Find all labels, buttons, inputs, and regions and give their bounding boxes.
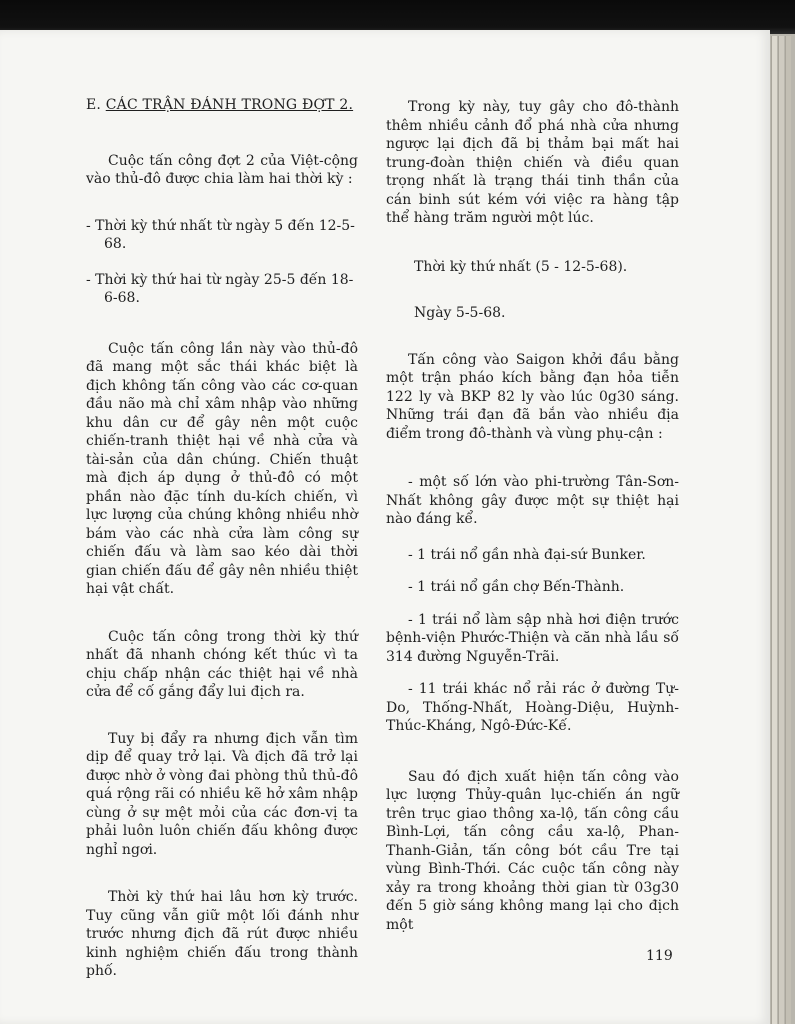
subheading: Thời kỳ thứ nhất (5 - 12-5-68). [414,258,628,275]
page-edge [785,36,791,1024]
period-item: - Thời kỳ thứ nhất từ ngày 5 đến 12-5-68. [86,217,355,252]
body-paragraph: Cuộc tấn công trong thời kỳ thứ nhất đã nhanh chóng kết thúc vì ta chịu chấp nhận các thiệt hại về nhà cửa để cố gắng đẩy lui địch ra. [86,628,358,700]
left-column [86,96,358,981]
impact-item: - 1 trái nổ làm sập nhà hơi điện trước bệnh-viện Phước-Thiện và căn nhà lầu số 314 đường Nguyễn-Trãi. [386,611,679,665]
page-number: 119 [646,948,673,964]
page-edge [771,36,777,1024]
section-heading [86,96,358,115]
page-edge [778,36,784,1024]
section-title: CÁC TRẬN ĐÁNH TRONG ĐỢT 2. [105,97,354,113]
body-paragraph: Tuy bị đẩy ra nhưng địch vẫn tìm dịp để quay trở lại. Và địch đã trở lại được nhờ ở vòng đai phòng thủ thủ-đô quá rộng rãi có nhiều kẽ hở xâm nhập cùng ở sự mệt mỏi của các đơn-vị ta phải luôn luôn chiến đấu không được nghỉ ngơi. [86,730,358,858]
impact-item: - 1 trái nổ gần chợ Bến-Thành. [408,579,625,595]
body-paragraph: Cuộc tấn công lần này vào thủ-đô đã mang một sắc thái khác biệt là địch không tấn công vào các cơ-quan đầu não mà chỉ xâm nhập vào những khu dân cư để gây nên một cuộc chiến-tranh thiệt hại về nhà cửa và tài-sản của dân chúng. Chiến thuật mà địch áp dụng ở thủ-đô có một phần nào đặc tính du-kích chiến, vì lực lượng của chúng không nhiều nhờ bám vào các nhà cửa làm công sự chiến đấu và làm sao kéo dài thời gian chiến đấu để gây nên nhiều thiệt hại vật chất. [86,340,358,597]
section-letter: E. [86,97,102,113]
right-column [386,98,679,934]
body-paragraph: Tấn công vào Saigon khởi đầu bằng một trận pháo kích bằng đạn hỏa tiễn 122 ly và BKP 82 ly vào lúc 0g30 sáng. Những trái đạn đã bắn vào nhiều địa điểm trong đô-thành và vùng phụ-cận : [386,351,679,442]
body-paragraph: Trong kỳ này, tuy gây cho đô-thành thêm nhiều cảnh đổ phá nhà cửa nhưng ngược lại địch đã bị thảm bại mất hai trung-đoàn thiện chiến và điều quan trọng nhất là trạng thái tinh thần của cán binh sút kém với việc ra hàng tập thể hàng trăm người một lúc. [386,99,679,226]
impact-item: - một số lớn vào phi-trường Tân-Sơn-Nhất không gây được một sự thiệt hại nào đáng kể. [386,474,679,527]
date-heading: Ngày 5-5-68. [414,305,506,321]
impact-item: - 1 trái nổ gần nhà đại-sứ Bunker. [408,546,646,563]
intro-paragraph: Cuộc tấn công đợt 2 của Việt-cộng vào thủ-đô được chia làm hai thời kỳ : [86,152,358,187]
impact-item: - 11 trái khác nổ rải rác ở đường Tự-Do, Thống-Nhất, Hoàng-Diệu, Huỳnh-Thúc-Kháng, Ngô-Đức-Kế. [386,681,679,734]
body-paragraph: Thời kỳ thứ hai lâu hơn kỳ trước. Tuy cũng vẫn giữ một lối đánh như trước nhưng địch đã rút được nhiều kinh nghiệm chiến đấu trong thành phố. [86,889,358,979]
body-paragraph: Sau đó địch xuất hiện tấn công vào lực lượng Thủy-quân lục-chiến án ngữ trên trục giao thông xa-lộ, tấn công cầu Bình-Lợi, tấn công cầu xa-lộ, Phan-Thanh-Giản, tấn công bót cầu Tre tại vùng Bình-Thới. Các cuộc tấn công này xảy ra trong khoảng thời gian từ 03g30 đến 5 giờ sáng không mang lại cho địch một [386,768,679,933]
period-item: - Thời kỳ thứ hai từ ngày 25-5 đến 18-6-68. [86,271,354,306]
scanner-dark-border [0,0,795,34]
